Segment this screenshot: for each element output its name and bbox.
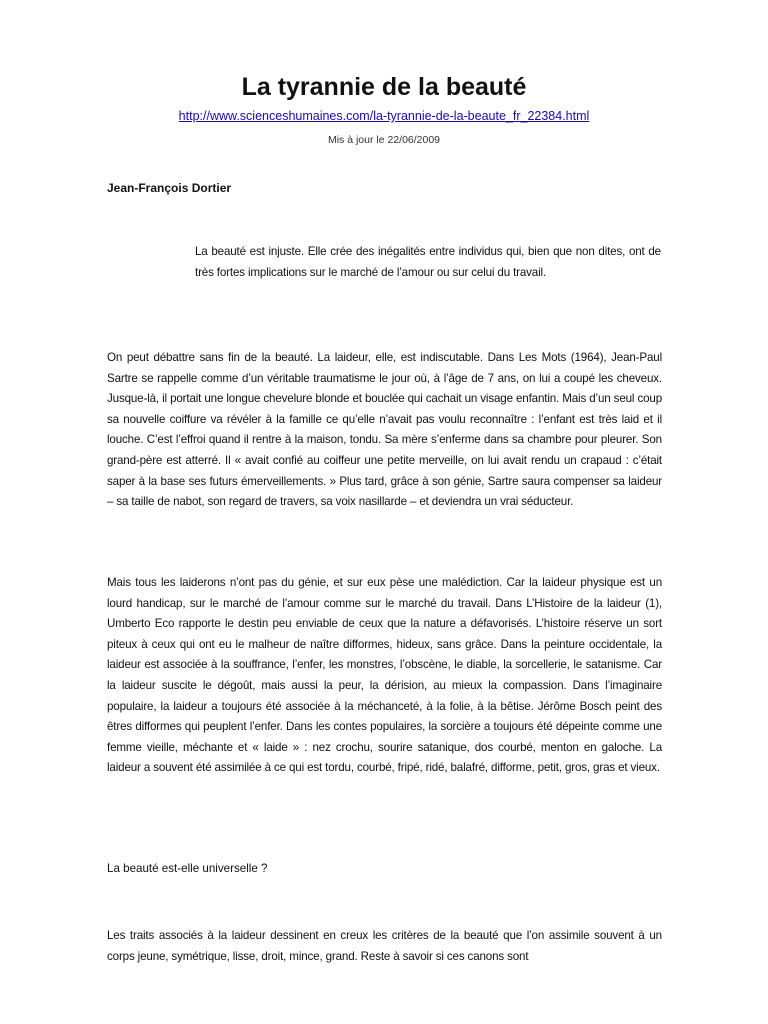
lead-paragraph: La beauté est injuste. Elle crée des inégalités entre individus qui, bien que non dites, ont de très fortes implications sur le marché de l’amour ou sur celui du travail. <box>195 245 661 279</box>
author-name: Jean-François Dortier <box>107 181 232 195</box>
section-subheading: La beauté est-elle universelle ? <box>107 862 268 875</box>
update-date: Mis à jour le 22/06/2009 <box>327 134 441 146</box>
body-paragraph-1: On peut débattre sans fin de la beauté. La laideur, elle, est indiscutable. Dans Les Mots (1964), Jean-Paul Sartre se rappelle comme d’un véritable traumatisme le jour où, à l’âge de 7 ans, on lui a coupé les cheveux. Jusque-là, il portait une longue chevelure blonde et bouclée qui cachait un visage enfantin. Mais d’un seul coup sa nouvelle coiffure va révéler à la famille ce qu’elle n’avait pas voulu reconnaître : l’enfant est très laid et il louche. C’est l’effroi quand il rentre à la maison, tondu. Sa mère s’enferme dans sa chambre pour pleurer. Son grand-père est atterré. Il « avait confié au coiffeur une petite merveille, on lui avait rendu un crapaud : c’était saper à la base ses futurs émerveillements. » Plus tard, grâce à son génie, Sartre saura compenser sa laideur – sa taille de nabot, son regard de travers, sa voix nasillarde – et deviendra un vrai séducteur. <box>107 351 662 509</box>
body-paragraph-2: Mais tous les laiderons n’ont pas du génie, et sur eux pèse une malédiction. Car la laideur physique est un lourd handicap, sur le marché de l’amour comme sur le marché du travail. Dans L’Histoire de la laideur (1), Umberto Eco rapporte le destin peu enviable de ceux que la nature a défavorisés. L’histoire réserve un sort piteux à ceux qui ont eu le malheur de naître difformes, hideux, sans grâce. Dans la peinture occidentale, la laideur est associée à la souffrance, l’enfer, les monstres, l’obscène, le diable, la sorcellerie, le satanisme. Car la laideur suscite le dégoût, mais aussi la peur, la dérision, au mieux la compassion. Dans l’imaginaire populaire, la laideur a toujours été associée à la méchanceté, à la folie, à la bêtise. Jérôme Bosch peint des êtres difformes qui peuplent l’enfer. Dans les contes populaires, la sorcière a toujours été dépeinte comme une femme vieille, méchante et « laide » : nez crochu, sourire satanique, dos courbé, menton en galoche. La laideur a souvent été assimilée à ce qui est tordu, courbé, fripé, ridé, balafré, difforme, petit, gros, gras et vieux. <box>107 576 662 775</box>
article-title: La tyrannie de la beauté <box>241 73 527 101</box>
source-url-link[interactable]: http://www.scienceshumaines.com/la-tyrannie-de-la-beaute_fr_22384.html <box>178 109 590 123</box>
body-paragraph-3: Les traits associés à la laideur dessinent en creux les critères de la beauté que l’on assimile souvent à un corps jeune, symétrique, lisse, droit, mince, grand. Reste à savoir si ces canons sont <box>107 929 662 963</box>
